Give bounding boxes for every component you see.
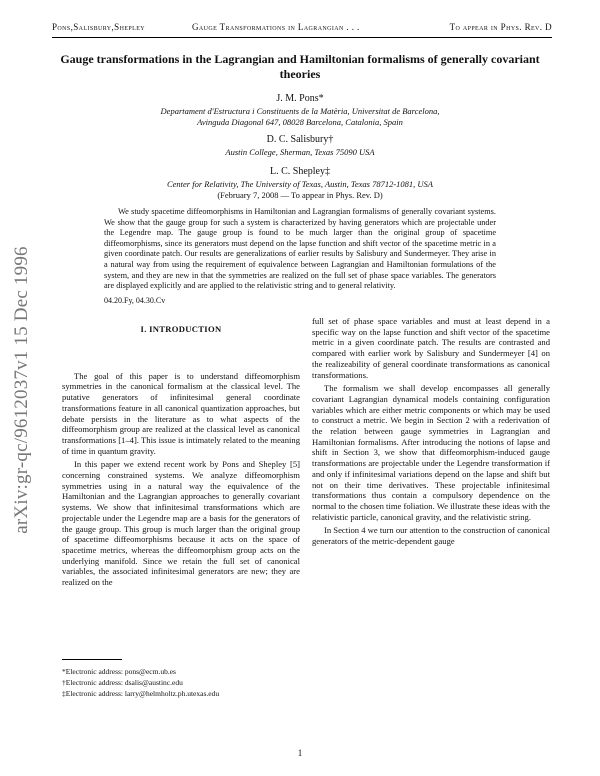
intro-paragraph-2: In this paper we extend recent work by Pons and Shepley [5] concerning constrained systems. We analyze diffeomorphism symmetries using in a natural way the equivalence of the Hamiltonian and the Lagrangian approaches to generally covariant systems. We show that infinitesimal transformations which are projectable under the Legendre map are a basis for the generators of the gauge group. This group is much larger than the original group of spacetime diffeomorphisms because it acts on the space of spacetime metrics, whereas the diffeomorphism group acts on the underlying manifold. Since we retain the full set of canonical variables, the associated infinitesimal generators are new; they are realized on the	[62, 459, 300, 588]
footnote-1: *Electronic address: pons@ecm.ub.es	[62, 667, 176, 676]
author-name-3: L. C. Shepley‡	[270, 166, 330, 177]
footnote-2: †Electronic address: dsalis@austinc.edu	[62, 678, 183, 687]
intro-paragraph-4: In Section 4 we turn our attention to the construction of canonical generators of the metric-dependent gauge	[312, 525, 551, 547]
arxiv-sidebar	[5, 210, 39, 570]
date-line: (February 7, 2008 — To appear in Phys. Rev. D)	[217, 190, 383, 200]
abstract: We study spacetime diffeomorphisms in Hamiltonian and Lagrangian formalisms of generally covariant systems. We show that the gauge group for such a system is characterized by having generators which are projectable under the Legendre map. The gauge group is found to be much larger than the original group of spacetime diffeomorphisms, since its generators must depend on the lapse function and shift vector of the spacetime metric in a given coordinate patch. Our results are generalizations of earlier results by Salisbury and Sundermeyer. They arise in a natural way from using the requirement of equivalence between Lagrangian and Hamiltonian formulations of the system, and they are new in that the symmetries are realized on the full set of phase space variables. The generators are displayed explicitly and are applied to the relativistic string and to general relativity.	[104, 207, 496, 291]
running-header	[52, 22, 552, 36]
footnotes	[62, 666, 362, 699]
author-affiliation-2: Austin College, Sherman, Texas 75090 USA	[225, 147, 375, 157]
author-affiliation-3: Center for Relativity, The University of Texas, Austin, Texas 78712-1081, USA	[166, 179, 433, 189]
page-number: 1	[297, 748, 303, 758]
pacs-numbers: 04.20.Fy, 04.30.Cv	[104, 296, 166, 305]
header-title: Gauge Transformations in Lagrangian . . .	[192, 22, 360, 32]
right-column	[312, 316, 550, 550]
header-journal: To appear in Phys. Rev. D	[449, 22, 552, 32]
author-name-2: D. C. Salisbury†	[266, 134, 334, 145]
header-authors: Pons,Salisbury,Shepley	[52, 22, 145, 32]
intro-paragraph-2-cont: full set of phase space variables and must at least depend in a specific way on the lapse function and shift vector of the spacetime metric in a given coordinate patch. The results are contrasted and compared with earlier work by Salisbury and Sundermeyer [4] on the realizeability of general coordinate transformations as canonical transformations.	[312, 316, 550, 380]
intro-paragraph-3: The formalism we shall develop encompasses all generally covariant Lagrangian dynamical models containing configuration variables which are either metric components or which may be used to construct a metric. We begin in Section 2 with a rederivation of the relation between gauge symmetries in Lagrangian and Hamiltonian formalisms. After introducing the notions of lapse and shift in Section 3, we show that diffeomorphism-induced gauge transformations are projectable under the Legendre transformation if and only if infinitesimal variations depend on the lapse and shift but not on their time derivatives. These projectable infinitesimal transformations thus contain a compulsory dependence on the normal to the chosen time foliation. We illustrate these ideas with the relativistic particle, canonical gravity, and the relativistic string.	[312, 383, 550, 522]
left-column	[62, 316, 300, 591]
author-affiliation-1a: Departament d'Estructura i Constituents de la Matèria, Universitat de Barcelona,	[160, 106, 440, 116]
section-heading: I. INTRODUCTION	[140, 324, 222, 334]
footnote-rule	[62, 659, 122, 660]
arxiv-identifier: arXiv:gr-qc/9612037v1 15 Dec 1996	[11, 246, 32, 534]
author-affiliation-1b: Avinguda Diagonal 647, 08028 Barcelona, Catalonia, Spain	[197, 117, 403, 127]
header-rule	[52, 37, 552, 38]
author-name-1: J. M. Pons*	[276, 93, 324, 104]
intro-paragraph-1: The goal of this paper is to understand diffeomorphism symmetries in the canonical formalism at the classical level. The putative generators of infinitesimal general coordinate transformations feature in all canonical quantization approaches, but debate persists in the literature as to what aspects of the diffeomorphism group are realized at the classical level as canonical transformations [1–4]. This issue is intimately related to the meaning of time in quantum gravity.	[62, 370, 300, 456]
paper-title: Gauge transformations in the Lagrangian and Hamiltonian formalisms of generally covariant theories	[60, 52, 540, 81]
footnote-3: ‡Electronic address: larry@helmholtz.ph.utexas.edu	[62, 689, 220, 698]
